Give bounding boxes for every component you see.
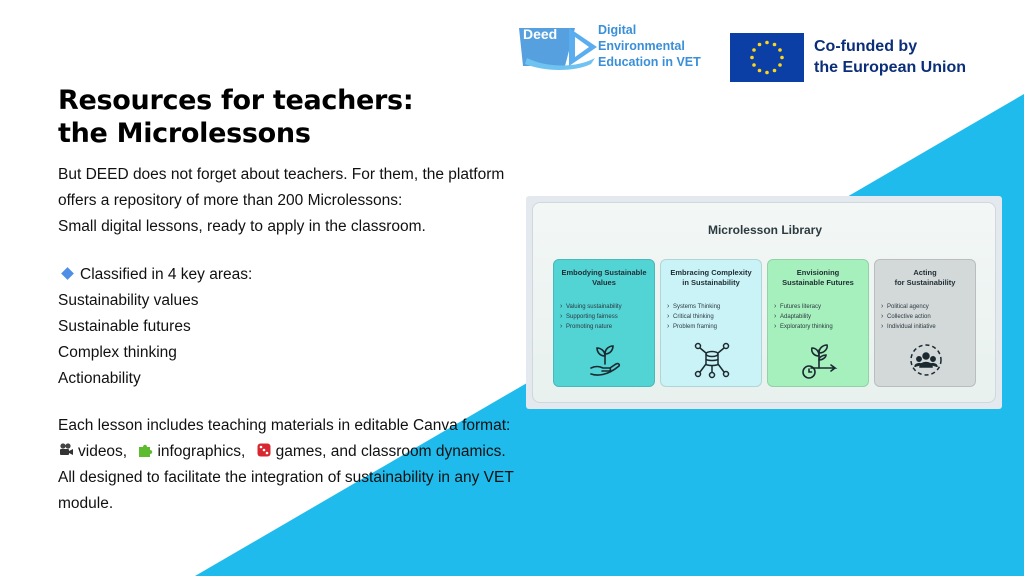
deed-name bbox=[598, 22, 701, 70]
closing-line-1: Each lesson includes teaching materials in editable Canva format: bbox=[58, 417, 511, 434]
deed-line-3: Education in VET bbox=[598, 55, 701, 69]
eu-star bbox=[778, 48, 782, 52]
library-card-acting bbox=[874, 259, 976, 387]
card-item: › Critical thinking bbox=[667, 312, 755, 322]
card-item: › Problem framing bbox=[667, 322, 755, 332]
eu-star bbox=[765, 41, 769, 45]
eu-star bbox=[758, 43, 762, 47]
page-title bbox=[58, 84, 413, 150]
eu-line-2: the European Union bbox=[814, 59, 966, 76]
area-item-4: Actionability bbox=[58, 370, 141, 387]
video-camera-icon bbox=[58, 442, 74, 458]
library-card-values bbox=[553, 259, 655, 387]
eu-star bbox=[758, 69, 762, 73]
area-item-2: Sustainable futures bbox=[58, 318, 191, 335]
library-title: Microlesson Library bbox=[707, 223, 823, 237]
eu-star bbox=[773, 69, 777, 73]
eu-star bbox=[750, 56, 754, 60]
card-item: › Political agency bbox=[881, 302, 969, 312]
card-item: › Collective action bbox=[881, 312, 969, 322]
intro-line-3: Small digital lessons, ready to apply in the classroom. bbox=[58, 218, 426, 235]
card-item: › Individual initiative bbox=[881, 322, 969, 332]
library-card-futures bbox=[767, 259, 869, 387]
eu-flag-icon bbox=[730, 33, 804, 82]
card-item: › Futures literacy bbox=[774, 302, 862, 312]
deed-line-2: Environmental bbox=[598, 39, 685, 53]
puzzle-icon bbox=[137, 442, 153, 458]
card-item: › Supporting fairness bbox=[560, 312, 648, 322]
people-circle-icon bbox=[906, 340, 946, 380]
diamond-bullet-icon bbox=[61, 267, 74, 280]
areas-list bbox=[58, 262, 528, 392]
eu-cofunded-text bbox=[814, 36, 966, 78]
deed-line-1: Digital bbox=[598, 23, 637, 37]
eu-star bbox=[752, 48, 756, 52]
card-item: › Exploratory thinking bbox=[774, 322, 862, 332]
card-item: › Valuing sustainability bbox=[560, 302, 648, 312]
eu-star bbox=[778, 63, 782, 67]
eu-star bbox=[780, 56, 784, 60]
card-item: › Promoting nature bbox=[560, 322, 648, 332]
growth-clock-icon bbox=[799, 340, 839, 380]
title-line-1: Resources for teachers: bbox=[58, 85, 414, 116]
closing-line-2: videos, infographics, games, and classroom dynamics. bbox=[58, 439, 528, 465]
closing-line-3: All designed to facilitate the integration of sustainability in any VET bbox=[58, 469, 514, 486]
intro-line-2: offers a repository of more than 200 Microlessons: bbox=[58, 192, 403, 209]
hand-plant-icon bbox=[585, 340, 625, 380]
eu-star bbox=[752, 63, 756, 67]
areas-heading: Classified in 4 key areas: bbox=[58, 262, 528, 288]
microlesson-library bbox=[532, 202, 996, 403]
card-title: Envisioning Sustainable Futures bbox=[782, 268, 854, 287]
title-line-2: the Microlessons bbox=[58, 118, 311, 149]
area-item-1: Sustainability values bbox=[58, 292, 199, 309]
deed-logo-word: Deed bbox=[523, 26, 558, 42]
eu-star bbox=[773, 43, 777, 47]
closing-paragraph bbox=[58, 413, 528, 517]
closing-line-4: module. bbox=[58, 495, 114, 512]
intro-line-1: But DEED does not forget about teachers. For them, the platform bbox=[58, 166, 505, 183]
library-card-complexity bbox=[660, 259, 762, 387]
card-title: Embracing Complexity in Sustainability bbox=[670, 268, 752, 287]
dice-icon bbox=[256, 442, 272, 458]
card-title: Embodying Sustainable Values bbox=[561, 268, 647, 287]
eu-line-1: Co-funded by bbox=[814, 38, 918, 55]
area-item-3: Complex thinking bbox=[58, 344, 177, 361]
card-item: › Adaptability bbox=[774, 312, 862, 322]
intro-paragraph bbox=[58, 162, 528, 240]
card-item: › Systems Thinking bbox=[667, 302, 755, 312]
eu-star bbox=[765, 71, 769, 75]
network-icon bbox=[692, 340, 732, 380]
card-title: Acting for Sustainability bbox=[894, 268, 956, 287]
